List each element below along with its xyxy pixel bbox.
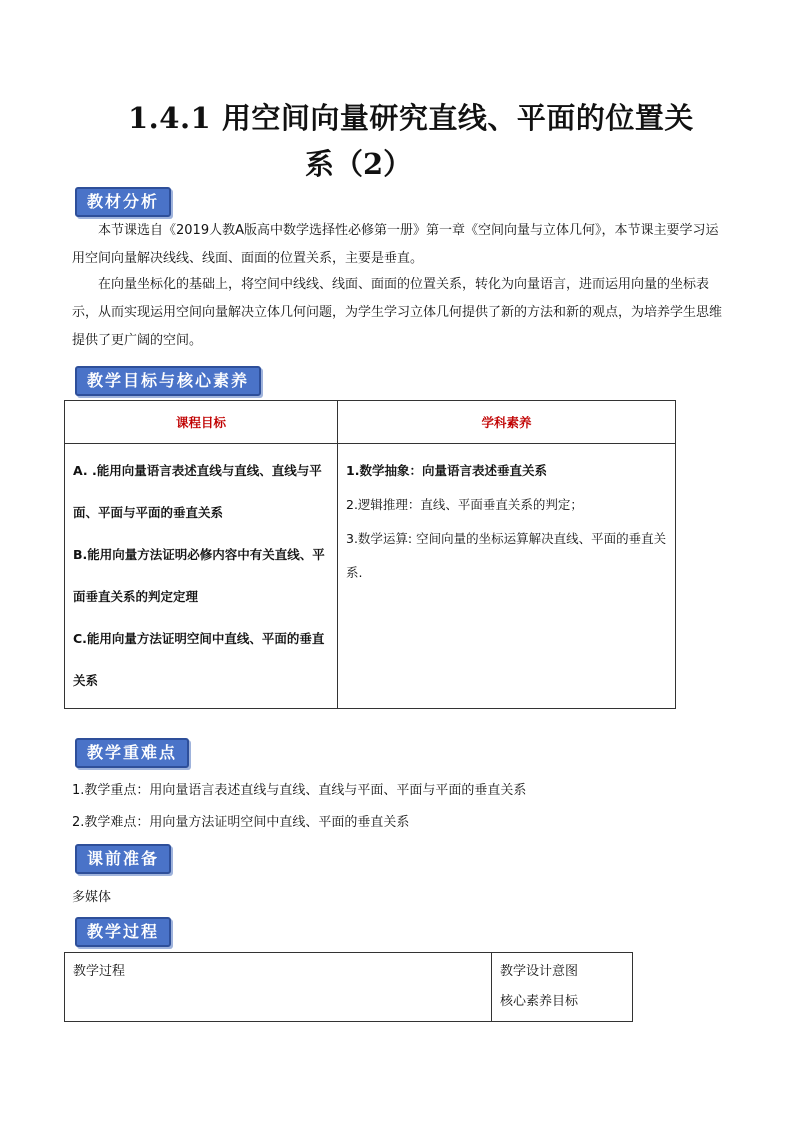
section-badge-process: 教学过程 — [75, 917, 171, 947]
section-badge-keypoints: 教学重难点 — [75, 738, 189, 768]
section-badge-prep: 课前准备 — [75, 844, 171, 874]
goals-table — [64, 400, 676, 709]
section-badge-analysis: 教材分析 — [75, 187, 171, 217]
process-design-intent: 教学设计意图 — [500, 964, 579, 979]
process-left-cell: 教学过程 — [65, 953, 492, 1022]
literacy-item-1: 1.数学抽象：向量语言表述垂直关系 — [346, 463, 547, 478]
goals-header-literacy: 学科素养 — [338, 401, 676, 444]
goal-item-b: B.能用向量方法证明必修内容中有关直线、平面垂直关系的判定定理 — [73, 547, 325, 604]
process-literacy-goal: 核心素养目标 — [500, 994, 579, 1009]
goal-item-a: A. .能用向量语言表述直线与直线、直线与平面、平面与平面的垂直关系 — [73, 463, 322, 520]
goals-course-cell — [65, 444, 338, 709]
literacy-item-3: 3.数学运算: 空间向量的坐标运算解决直线、平面的垂直关系. — [346, 531, 667, 580]
process-right-cell — [492, 953, 633, 1022]
process-table — [64, 952, 633, 1022]
section-badge-goals: 教学目标与核心素养 — [75, 366, 261, 396]
page-title-line1: 1.4.1 用空间向量研究直线、平面的位置关 — [128, 101, 694, 135]
page-title-line2: 系（2） — [305, 147, 413, 181]
goals-header-course: 课程目标 — [65, 401, 338, 444]
analysis-paragraph-2: 在向量坐标化的基础上，将空间中线线、线面、面面的位置关系，转化为向量语言，进而运用向量的坐标表示，从而实现运用空间向量解决立体几何问题，为学生学习立体几何提供了新的方法和新的观点，为培养学生思维提供了更广阔的空间。 — [72, 277, 723, 348]
analysis-paragraph-1: 本节课选自《2019人教A版高中数学选择性必修第一册》第一章《空间向量与立体几何》，本节课主要学习运用空间向量解决线线、线面、面面的位置关系，主要是垂直。 — [72, 223, 719, 266]
keypoint-focus: 1.教学重点：用向量语言表述直线与直线、直线与平面、平面与平面的垂直关系 — [72, 783, 527, 798]
literacy-item-2: 2.逻辑推理：直线、平面垂直关系的判定； — [346, 497, 583, 512]
prep-text: 多媒体 — [72, 890, 112, 905]
goals-literacy-cell — [338, 444, 676, 709]
keypoint-difficulty: 2.教学难点：用向量方法证明空间中直线、平面的垂直关系 — [72, 815, 410, 830]
goal-item-c: C.能用向量方法证明空间中直线、平面的垂直关系 — [73, 631, 325, 688]
